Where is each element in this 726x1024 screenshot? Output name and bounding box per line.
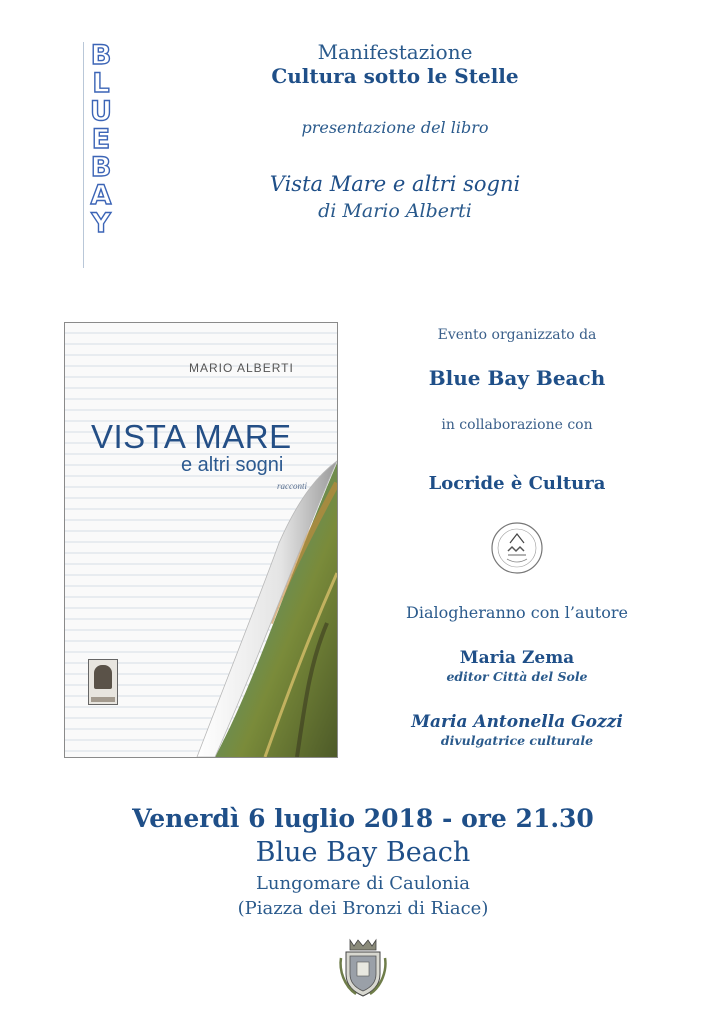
cover-author: MARIO ALBERTI [189,361,294,375]
book-author: di Mario Alberti [318,200,472,222]
event-type: Manifestazione [317,40,473,64]
venue-address: Lungomare di Caulonia [255,873,471,894]
speaker-2-role: divulgatrice culturale [440,733,594,748]
speaker-1-name: Maria Zema [459,648,575,668]
cover-subtitle: e altri sogni [181,454,284,476]
logo-letter: Y [91,208,111,239]
publisher-logo [88,659,118,705]
book-cover [64,322,338,758]
event-date: Venerdì 6 luglio 2018 - ore 21.30 [132,804,594,833]
speaker-1-role: editor Città del Sole [446,669,588,684]
presentation-label: presentazione del libro [301,118,489,137]
municipal-crest-icon [338,936,388,1000]
venue-name: Blue Bay Beach [255,837,471,868]
cover-title: VISTA MARE [91,418,292,455]
organized-by-label: Evento organizzato da [437,327,597,343]
logo-letter: L [92,68,110,99]
logo-letter: U [90,96,112,127]
dialogue-label: Dialogheranno con l’autore [406,603,628,622]
organizer-name: Blue Bay Beach [428,366,606,390]
mag-seal-icon [490,521,544,575]
collaboration-label: in collaborazione con [441,417,593,433]
logo-letter: E [91,124,111,155]
cover-genre: racconti [277,481,307,491]
collaborator-name: Locride è Cultura [428,473,606,494]
logo-letter: A [90,180,112,211]
logo-letter: B [90,40,112,71]
event-name: Cultura sotto le Stelle [271,64,519,88]
bluebay-logo [84,42,118,268]
book-title: Vista Mare e altri sogni [269,172,521,196]
venue-place: (Piazza dei Bronzi di Riace) [237,898,489,919]
speaker-2-name: Maria Antonella Gozzi [411,712,623,732]
logo-letter: B [90,152,112,183]
